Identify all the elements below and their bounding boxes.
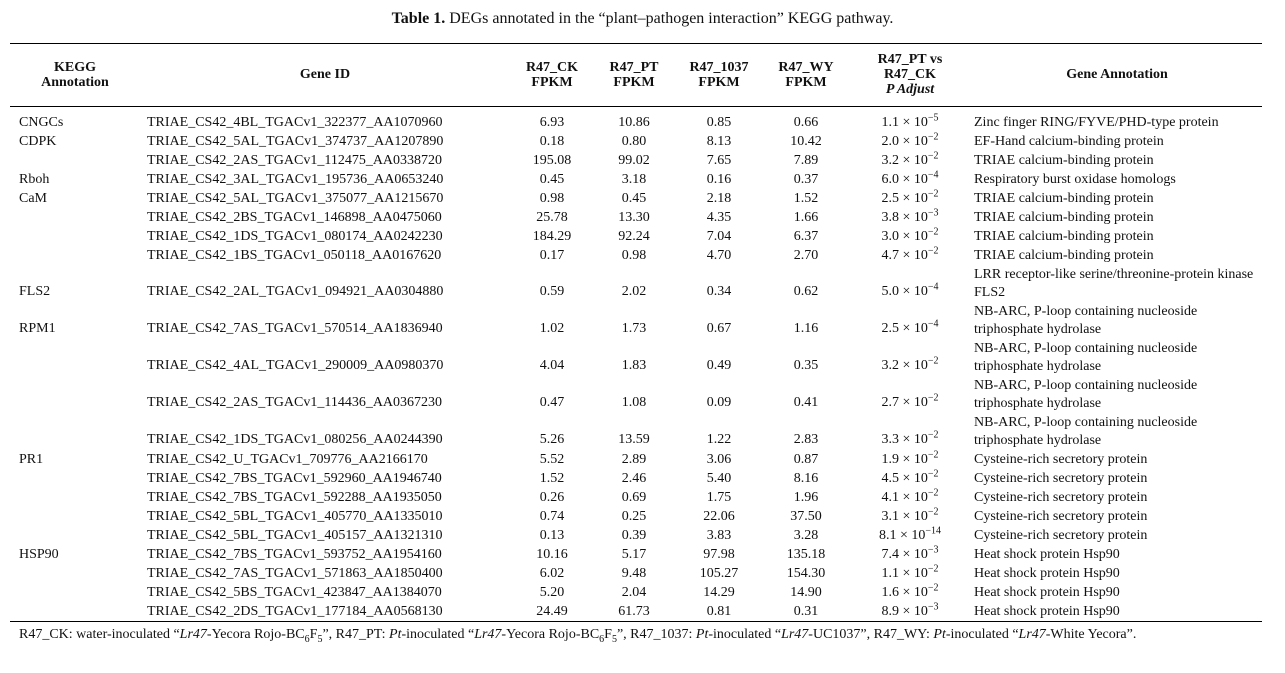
header-r47-pt: R47_PT FPKM [609,59,659,90]
kegg-annotation-cell [10,151,140,170]
r47-pt-fpkm-cell: 1.08 [621,395,647,410]
kegg-annotation-cell [10,246,140,265]
p-adjust-base: 3.2 × 10 [881,153,928,168]
p-adjust-exponent: −2 [927,468,939,480]
p-adjust-cell [848,302,972,339]
p-adjust-base: 8.1 × 10 [878,528,926,543]
table-row [10,413,1262,450]
table-row [10,265,1262,302]
gene-annotation-cell: Cysteine-rich secretory protein [974,471,1148,486]
kegg-annotation-cell: FLS2 [19,284,51,299]
kegg-annotation-cell: PR1 [19,452,44,467]
p-adjust-base: 4.1 × 10 [881,490,928,505]
p-adjust-cell [848,413,972,450]
p-adjust-exponent: −4 [927,169,939,181]
p-adjust-exponent: −5 [927,112,939,124]
p-adjust-base: 2.7 × 10 [881,395,928,410]
r47-ck-fpkm-cell: 24.49 [536,604,568,619]
r47-1037-fpkm-cell: 0.16 [706,172,732,187]
table-header-row [10,44,1262,107]
r47-wy-fpkm-cell: 0.35 [793,358,819,373]
gene-id-cell: TRIAE_CS42_2AL_TGACv1_094921_AA0304880 [147,284,444,299]
p-adjust-exponent: −2 [927,150,939,162]
r47-pt-fpkm-cell: 0.98 [621,248,647,263]
header-p-adjust: R47_PT vs R47_CK P Adjust [877,52,943,97]
p-adjust-exponent: −2 [927,506,939,518]
header-r47-wy: R47_WY FPKM [778,59,834,90]
r47-pt-fpkm-cell: 61.73 [618,604,650,619]
r47-wy-fpkm-cell: 1.66 [793,210,819,225]
table-row [10,339,1262,376]
kegg-annotation-cell [10,339,140,376]
r47-ck-fpkm-cell: 195.08 [532,153,572,168]
r47-wy-fpkm-cell: 0.87 [793,452,819,467]
r47-1037-fpkm-cell: 3.83 [706,528,732,543]
kegg-annotation-cell: CNGCs [19,115,64,130]
r47-pt-fpkm-cell: 99.02 [618,153,650,168]
table-row [10,208,1262,227]
table-row [10,132,1262,151]
gene-id-cell: TRIAE_CS42_7AS_TGACv1_571863_AA1850400 [147,566,443,581]
r47-wy-fpkm-cell: 0.37 [793,172,819,187]
kegg-annotation-cell [10,564,140,583]
p-adjust-exponent: −2 [927,487,939,499]
kegg-annotation-cell: RPM1 [19,321,56,336]
p-adjust-cell [848,450,972,469]
gene-annotation-cell: TRIAE calcium-binding protein [974,248,1154,263]
p-adjust-base: 3.8 × 10 [881,210,928,225]
p-adjust-exponent: −2 [927,563,939,575]
p-adjust-base: 4.5 × 10 [881,471,928,486]
table-row [10,526,1262,545]
p-adjust-exponent: −3 [927,544,939,556]
gene-annotation-cell: Cysteine-rich secretory protein [974,452,1148,467]
p-adjust-base: 3.0 × 10 [881,229,928,244]
gene-id-cell: TRIAE_CS42_2AS_TGACv1_114436_AA0367230 [147,395,443,410]
p-adjust-cell [848,227,972,246]
p-adjust-exponent: −2 [927,429,939,441]
gene-annotation-cell: TRIAE calcium-binding protein [974,153,1154,168]
r47-ck-fpkm-cell: 0.45 [539,172,565,187]
r47-ck-fpkm-cell: 6.93 [539,115,565,130]
table-label: Table 1. [391,10,446,27]
r47-pt-fpkm-cell: 5.17 [621,547,647,562]
table-row [10,564,1262,583]
r47-1037-fpkm-cell: 22.06 [703,509,735,524]
r47-ck-fpkm-cell: 1.02 [539,321,565,336]
table-row [10,376,1262,413]
r47-ck-fpkm-cell: 6.02 [539,566,565,581]
gene-annotation-cell: Cysteine-rich secretory protein [974,528,1148,543]
gene-annotation-cell: TRIAE calcium-binding protein [974,191,1154,206]
gene-id-cell: TRIAE_CS42_2DS_TGACv1_177184_AA0568130 [147,604,443,619]
gene-id-cell: TRIAE_CS42_4AL_TGACv1_290009_AA0980370 [147,358,444,373]
r47-wy-fpkm-cell: 2.70 [793,248,819,263]
p-adjust-base: 4.7 × 10 [881,248,928,263]
r47-pt-fpkm-cell: 2.04 [621,585,647,600]
p-adjust-cell [848,208,972,227]
r47-pt-fpkm-cell: 92.24 [618,229,650,244]
kegg-annotation-cell [10,583,140,602]
p-adjust-base: 1.9 × 10 [881,452,928,467]
p-adjust-cell [848,545,972,564]
p-adjust-exponent: −14 [925,525,942,537]
r47-pt-fpkm-cell: 2.02 [621,284,647,299]
kegg-annotation-cell [10,469,140,488]
kegg-annotation-cell [10,602,140,622]
p-adjust-base: 2.5 × 10 [881,191,928,206]
header-r47-ck: R47_CK FPKM [525,59,579,90]
r47-ck-fpkm-cell: 0.59 [539,284,565,299]
r47-1037-fpkm-cell: 0.49 [706,358,732,373]
r47-wy-fpkm-cell: 0.66 [793,115,819,130]
kegg-annotation-cell [10,376,140,413]
p-adjust-base: 2.5 × 10 [881,321,928,336]
r47-1037-fpkm-cell: 2.18 [706,191,732,206]
r47-ck-fpkm-cell: 25.78 [536,210,568,225]
r47-wy-fpkm-cell: 37.50 [790,509,822,524]
p-adjust-cell [848,376,972,413]
gene-annotation-cell: Heat shock protein Hsp90 [974,585,1120,600]
r47-1037-fpkm-cell: 4.35 [706,210,732,225]
r47-wy-fpkm-cell: 0.41 [793,395,819,410]
gene-annotation-cell: NB-ARC, P-loop containing nucleoside triphosphate hydrolase [974,304,1198,337]
gene-annotation-cell: TRIAE calcium-binding protein [974,229,1154,244]
p-adjust-exponent: −2 [927,392,939,404]
p-adjust-cell [848,602,972,622]
r47-pt-fpkm-cell: 9.48 [621,566,647,581]
gene-id-cell: TRIAE_CS42_7AS_TGACv1_570514_AA1836940 [147,321,443,336]
r47-wy-fpkm-cell: 154.30 [786,566,826,581]
p-adjust-base: 1.1 × 10 [881,115,928,130]
table-row [10,151,1262,170]
p-adjust-cell [848,564,972,583]
p-adjust-cell [848,469,972,488]
p-adjust-exponent: −4 [927,281,939,293]
p-adjust-cell [848,339,972,376]
r47-1037-fpkm-cell: 0.09 [706,395,732,410]
p-adjust-cell [848,526,972,545]
r47-1037-fpkm-cell: 0.67 [706,321,732,336]
table-row [10,507,1262,526]
r47-pt-fpkm-cell: 2.46 [621,471,647,486]
gene-id-cell: TRIAE_CS42_1DS_TGACv1_080174_AA0242230 [147,229,443,244]
r47-1037-fpkm-cell: 97.98 [703,547,735,562]
r47-wy-fpkm-cell: 8.16 [793,471,819,486]
gene-id-cell: TRIAE_CS42_5BL_TGACv1_405770_AA1335010 [147,509,443,524]
p-adjust-base: 6.0 × 10 [881,172,928,187]
r47-pt-fpkm-cell: 10.86 [618,115,650,130]
r47-ck-fpkm-cell: 5.26 [539,432,565,447]
r47-ck-fpkm-cell: 0.74 [539,509,565,524]
r47-ck-fpkm-cell: 0.13 [539,528,565,543]
p-adjust-cell [848,265,972,302]
kegg-annotation-cell [10,526,140,545]
gene-annotation-cell: Cysteine-rich secretory protein [974,509,1148,524]
table-row [10,450,1262,469]
table-row [10,227,1262,246]
kegg-annotation-cell [10,227,140,246]
gene-id-cell: TRIAE_CS42_1DS_TGACv1_080256_AA0244390 [147,432,443,447]
p-adjust-cell [848,170,972,189]
p-adjust-cell [848,488,972,507]
gene-annotation-cell: NB-ARC, P-loop containing nucleoside triphosphate hydrolase [974,341,1198,374]
p-adjust-base: 2.0 × 10 [881,134,928,149]
table-row [10,469,1262,488]
p-adjust-base: 3.3 × 10 [881,432,928,447]
gene-id-cell: TRIAE_CS42_U_TGACv1_709776_AA2166170 [147,452,428,467]
r47-ck-fpkm-cell: 4.04 [539,358,565,373]
p-adjust-cell [848,189,972,208]
table-row [10,246,1262,265]
r47-wy-fpkm-cell: 3.28 [793,528,819,543]
p-adjust-exponent: −2 [927,226,939,238]
r47-pt-fpkm-cell: 0.80 [621,134,647,149]
gene-annotation-cell: Zinc finger RING/FYVE/PHD-type protein [974,115,1219,130]
p-adjust-cell [848,132,972,151]
p-adjust-cell [848,246,972,265]
p-adjust-base: 3.1 × 10 [881,509,928,524]
kegg-annotation-cell [10,507,140,526]
p-adjust-cell [848,583,972,602]
p-adjust-exponent: −4 [927,318,939,330]
r47-pt-fpkm-cell: 1.83 [621,358,647,373]
r47-wy-fpkm-cell: 1.96 [793,490,819,505]
table-row [10,302,1262,339]
gene-id-cell: TRIAE_CS42_2AS_TGACv1_112475_AA0338720 [147,153,443,168]
table-body [10,107,1262,622]
r47-ck-fpkm-cell: 0.47 [539,395,565,410]
r47-ck-fpkm-cell: 0.17 [539,248,565,263]
r47-ck-fpkm-cell: 184.29 [532,229,572,244]
kegg-annotation-cell: CDPK [19,134,57,149]
r47-pt-fpkm-cell: 0.39 [621,528,647,543]
table-row [10,602,1262,622]
kegg-annotation-cell: CaM [19,191,47,206]
p-adjust-exponent: −3 [927,601,939,613]
gene-annotation-cell: Heat shock protein Hsp90 [974,547,1120,562]
header-r47-1037: R47_1037 FPKM [689,59,749,90]
r47-wy-fpkm-cell: 14.90 [790,585,822,600]
gene-annotation-cell: Heat shock protein Hsp90 [974,604,1120,619]
p-adjust-base: 7.4 × 10 [881,547,928,562]
table-row [10,170,1262,189]
r47-1037-fpkm-cell: 1.75 [706,490,732,505]
r47-1037-fpkm-cell: 3.06 [706,452,732,467]
table-row [10,583,1262,602]
gene-id-cell: TRIAE_CS42_4BL_TGACv1_322377_AA1070960 [147,115,443,130]
table-row [10,488,1262,507]
gene-id-cell: TRIAE_CS42_5AL_TGACv1_375077_AA1215670 [147,191,444,206]
r47-ck-fpkm-cell: 0.18 [539,134,565,149]
r47-ck-fpkm-cell: 5.20 [539,585,565,600]
kegg-annotation-cell: HSP90 [19,547,59,562]
r47-pt-fpkm-cell: 0.69 [621,490,647,505]
gene-annotation-cell: LRR receptor-like serine/threonine-protein kinase FLS2 [974,267,1254,300]
r47-1037-fpkm-cell: 1.22 [706,432,732,447]
r47-1037-fpkm-cell: 4.70 [706,248,732,263]
r47-wy-fpkm-cell: 0.62 [793,284,819,299]
r47-wy-fpkm-cell: 6.37 [793,229,819,244]
p-adjust-base: 1.1 × 10 [881,566,928,581]
gene-id-cell: TRIAE_CS42_5AL_TGACv1_374737_AA1207890 [147,134,444,149]
r47-ck-fpkm-cell: 0.26 [539,490,565,505]
r47-pt-fpkm-cell: 3.18 [621,172,647,187]
p-adjust-cell [848,151,972,170]
r47-1037-fpkm-cell: 7.04 [706,229,732,244]
r47-ck-fpkm-cell: 1.52 [539,471,565,486]
r47-pt-fpkm-cell: 13.30 [618,210,650,225]
r47-1037-fpkm-cell: 0.81 [706,604,732,619]
gene-annotation-cell: Respiratory burst oxidase homologs [974,172,1176,187]
r47-pt-fpkm-cell: 0.25 [621,509,647,524]
table-title: DEGs annotated in the “plant–pathogen interaction” KEGG pathway. [449,10,894,27]
p-adjust-exponent: −2 [927,131,939,143]
gene-id-cell: TRIAE_CS42_1BS_TGACv1_050118_AA0167620 [147,248,442,263]
p-adjust-exponent: −2 [927,449,939,461]
table-row [10,189,1262,208]
r47-1037-fpkm-cell: 8.13 [706,134,732,149]
p-adjust-exponent: −2 [927,582,939,594]
table-caption [0,8,1285,30]
gene-id-cell: TRIAE_CS42_7BS_TGACv1_593752_AA1954160 [147,547,442,562]
table-row [10,545,1262,564]
table-row [10,107,1262,133]
r47-wy-fpkm-cell: 10.42 [790,134,822,149]
r47-1037-fpkm-cell: 7.65 [706,153,732,168]
kegg-annotation-cell [10,208,140,227]
gene-id-cell: TRIAE_CS42_7BS_TGACv1_592960_AA1946740 [147,471,442,486]
r47-1037-fpkm-cell: 5.40 [706,471,732,486]
r47-pt-fpkm-cell: 1.73 [621,321,647,336]
gene-annotation-cell: NB-ARC, P-loop containing nucleoside triphosphate hydrolase [974,415,1198,448]
kegg-annotation-cell [10,413,140,450]
kegg-annotation-cell [10,488,140,507]
r47-1037-fpkm-cell: 0.85 [706,115,732,130]
r47-pt-fpkm-cell: 0.45 [621,191,647,206]
deg-table [10,43,1262,622]
header-gene-id: Gene ID [299,67,351,82]
r47-1037-fpkm-cell: 105.27 [699,566,739,581]
kegg-annotation-cell: Rboh [19,172,50,187]
r47-ck-fpkm-cell: 0.98 [539,191,565,206]
r47-wy-fpkm-cell: 0.31 [793,604,819,619]
p-adjust-cell [848,507,972,526]
gene-annotation-cell: Cysteine-rich secretory protein [974,490,1148,505]
p-adjust-exponent: −3 [927,207,939,219]
gene-id-cell: TRIAE_CS42_5BL_TGACv1_405157_AA1321310 [147,528,443,543]
r47-wy-fpkm-cell: 1.52 [793,191,819,206]
r47-ck-fpkm-cell: 10.16 [536,547,568,562]
p-adjust-base: 3.2 × 10 [881,358,928,373]
p-adjust-exponent: −2 [927,188,939,200]
r47-1037-fpkm-cell: 14.29 [703,585,735,600]
p-adjust-base: 5.0 × 10 [881,284,928,299]
table-footnote: R47_CK: water-inoculated “Lr47-Yecora Rojo-$BC_6F_5$”, R47_PT: Pt-inoculated “Lr47-Yecora Rojo-$BC_6F_5$”, R47_1037: Pt-inoculated “Lr47-UC1037”, R47_WY: Pt-inoculated “Lr47-White Yecora”. [19,627,1137,645]
gene-id-cell: TRIAE_CS42_7BS_TGACv1_592288_AA1935050 [147,490,442,505]
gene-annotation-cell: EF-Hand calcium-binding protein [974,134,1164,149]
p-adjust-base: 8.9 × 10 [881,604,928,619]
header-kegg-annotation: KEGG Annotation [41,59,109,90]
header-gene-annotation: Gene Annotation [1066,67,1168,82]
r47-wy-fpkm-cell: 135.18 [786,547,826,562]
gene-annotation-cell: Heat shock protein Hsp90 [974,566,1120,581]
r47-ck-fpkm-cell: 5.52 [539,452,565,467]
gene-id-cell: TRIAE_CS42_3AL_TGACv1_195736_AA0653240 [147,172,444,187]
gene-annotation-cell: NB-ARC, P-loop containing nucleoside triphosphate hydrolase [974,378,1198,411]
gene-id-cell: TRIAE_CS42_5BS_TGACv1_423847_AA1384070 [147,585,442,600]
r47-pt-fpkm-cell: 13.59 [618,432,650,447]
r47-wy-fpkm-cell: 7.89 [793,153,819,168]
p-adjust-base: 1.6 × 10 [881,585,928,600]
p-adjust-exponent: −2 [927,245,939,257]
r47-pt-fpkm-cell: 2.89 [621,452,647,467]
r47-1037-fpkm-cell: 0.34 [706,284,732,299]
r47-wy-fpkm-cell: 1.16 [793,321,819,336]
gene-id-cell: TRIAE_CS42_2BS_TGACv1_146898_AA0475060 [147,210,442,225]
p-adjust-cell [848,107,972,133]
p-adjust-exponent: −2 [927,355,939,367]
gene-annotation-cell: TRIAE calcium-binding protein [974,210,1154,225]
r47-wy-fpkm-cell: 2.83 [793,432,819,447]
